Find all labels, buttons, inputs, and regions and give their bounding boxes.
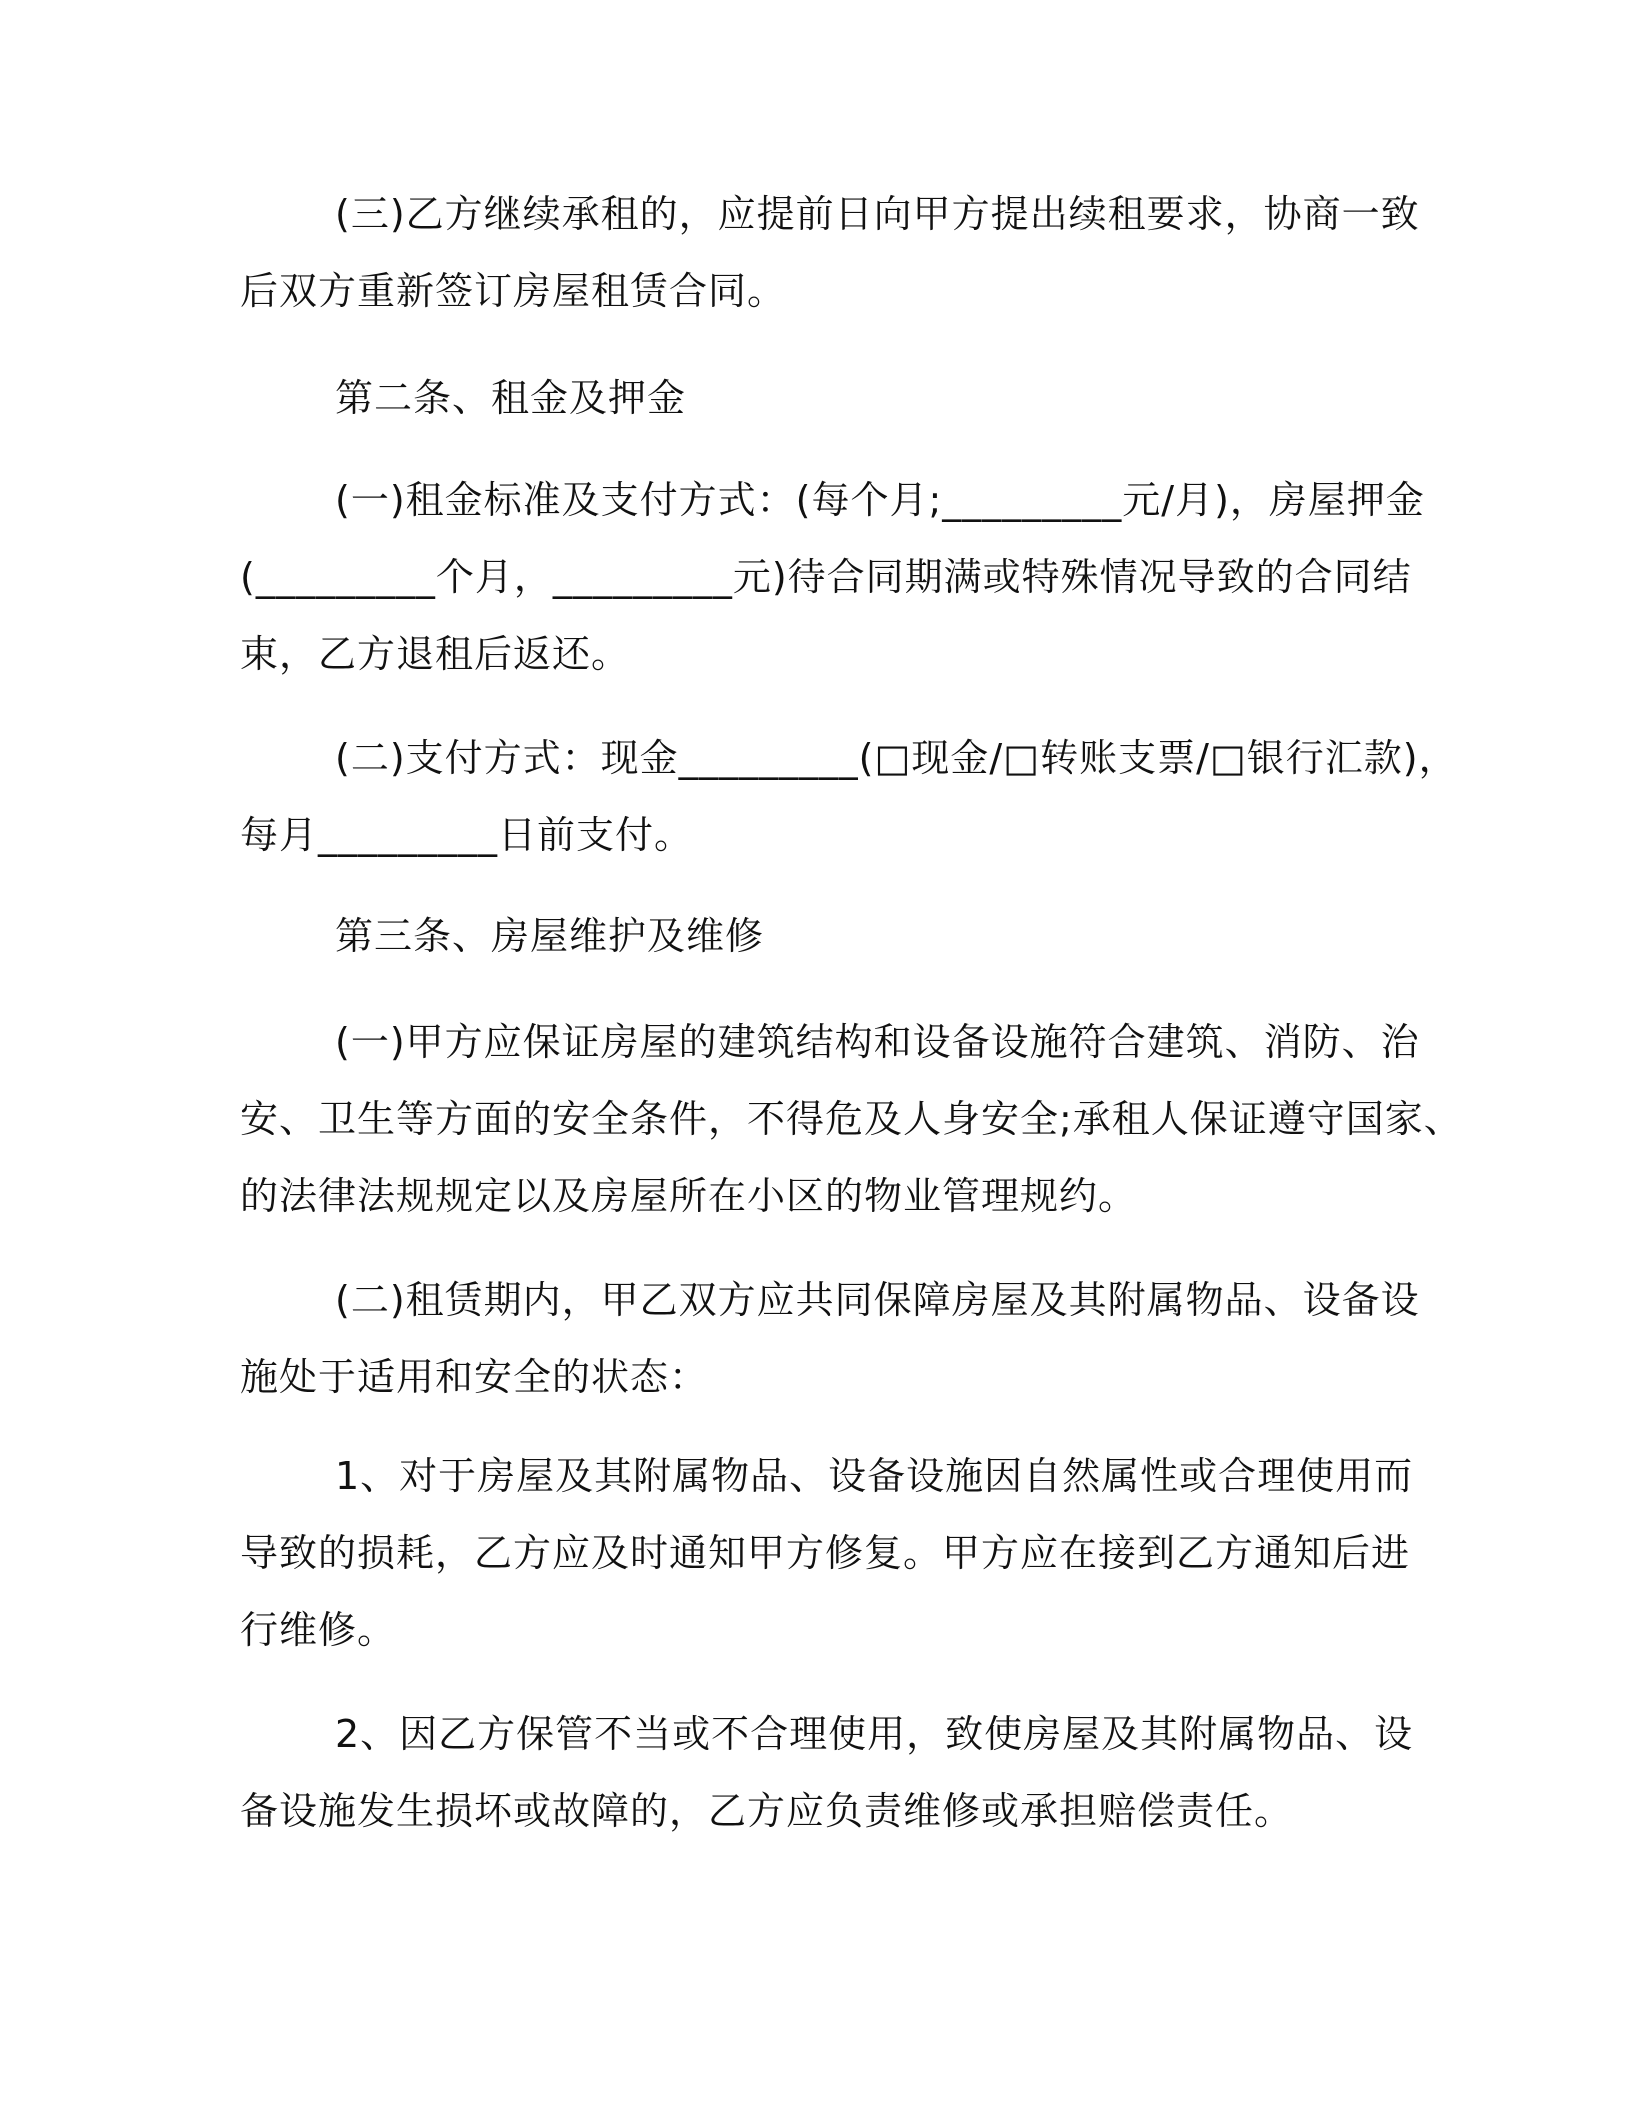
paragraph-joint-maintenance [240,1262,1420,1416]
text-line: 备设施发生损坏或故障的，乙方应负责维修或承担赔偿责任。 [240,1789,1294,1833]
text-line: 安、卫生等方面的安全条件，不得危及人身安全;承租人保证遵守国家、 [240,1097,1463,1141]
section-heading-maintenance [240,898,1420,975]
text-line: 1、对于房屋及其附属物品、设备设施因自然属性或合理使用而 [335,1454,1414,1498]
text-line: (一)甲方应保证房屋的建筑结构和设备设施符合建筑、消防、治 [335,1020,1420,1064]
paragraph-renewal-clause [240,176,1420,330]
paragraph-safety-conditions [240,1004,1463,1235]
text-line: (二)支付方式：现金_________(□现金/□转账支票/□银行汇款)， [335,736,1458,780]
paragraph-rent-standard [240,462,1425,693]
section-heading-rent-deposit [240,360,1420,437]
text-line: (三)乙方继续承租的，应提前日向甲方提出续租要求，协商一致 [335,192,1420,236]
text-line: 每月_________日前支付。 [240,813,694,857]
text-line: 导致的损耗，乙方应及时通知甲方修复。甲方应在接到乙方通知后进 [240,1531,1411,1575]
text-line: (_________个月，_________元)待合同期满或特殊情况导致的合同结 [240,555,1412,599]
text-line: 行维修。 [240,1608,397,1652]
heading-text: 第三条、房屋维护及维修 [335,914,765,958]
text-line: 束，乙方退租后返还。 [240,632,631,676]
text-line: 后双方重新签订房屋租赁合同。 [240,269,787,313]
heading-text: 第二条、租金及押金 [335,376,687,420]
text-line: (二)租赁期内，甲乙双方应共同保障房屋及其附属物品、设备设 [335,1278,1420,1322]
text-line: 2、因乙方保管不当或不合理使用，致使房屋及其附属物品、设 [335,1712,1414,1756]
paragraph-natural-wear [240,1438,1420,1669]
paragraph-payment-method [240,720,1458,874]
paragraph-tenant-damage [240,1696,1420,1850]
text-line: 的法律法规规定以及房屋所在小区的物业管理规约。 [240,1174,1138,1218]
text-line: (一)租金标准及支付方式：(每个月;_________元/月)，房屋押金 [335,478,1425,522]
text-line: 施处于适用和安全的状态： [240,1355,709,1399]
